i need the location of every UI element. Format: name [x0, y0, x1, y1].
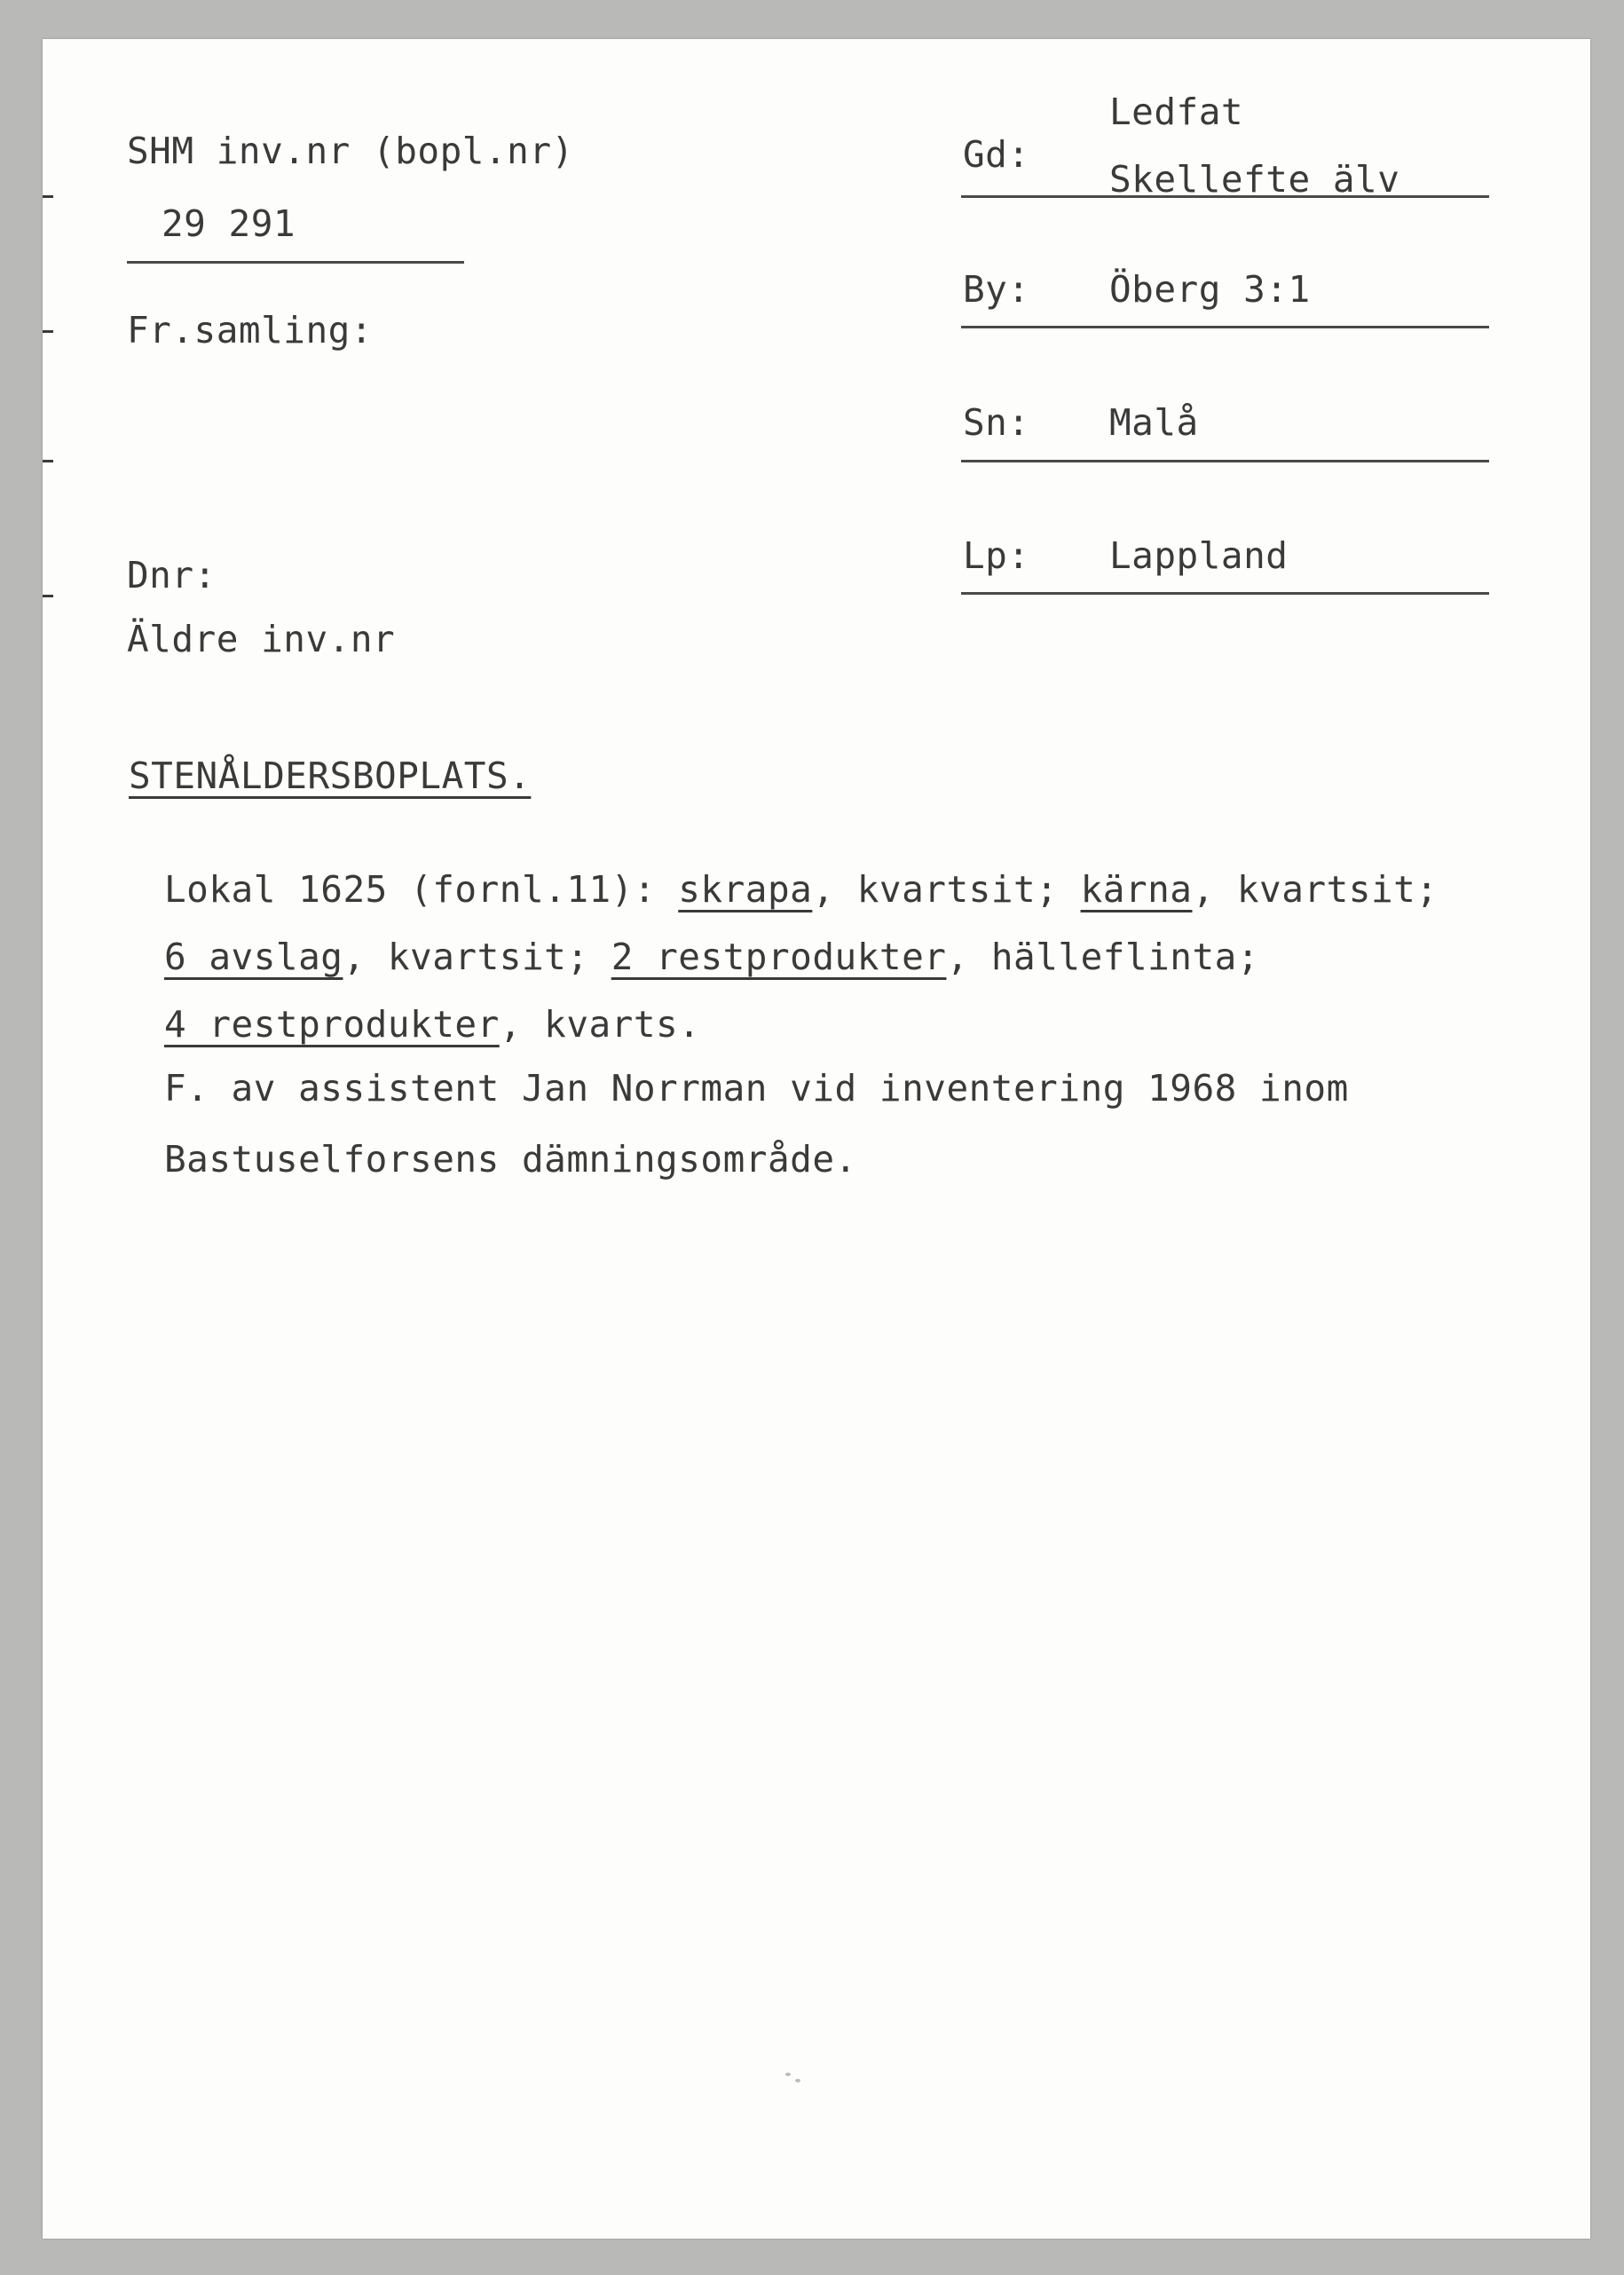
- find-restprodukter: 2 restprodukter: [611, 936, 947, 978]
- find-skrapa: skrapa: [678, 868, 813, 911]
- body-text: , kvarts.: [499, 1003, 701, 1046]
- body-text: Lokal 1625 (fornl.11):: [164, 868, 679, 911]
- by-label: By:: [963, 268, 1030, 311]
- gd-value-2: Skellefte älv: [1109, 158, 1400, 201]
- gd-value-1: Ledfat: [1109, 91, 1244, 133]
- body-text: , kvartsit;: [343, 936, 611, 978]
- edge-mark: [43, 330, 53, 333]
- edge-mark: [43, 195, 53, 198]
- aldre-inv-label: Äldre inv.nr: [127, 618, 396, 660]
- dnr-label: Dnr:: [127, 554, 217, 596]
- find-restprodukter-kvarts: 4 restprodukter: [164, 1003, 500, 1046]
- edge-mark: [43, 460, 53, 462]
- body-line-1: [164, 868, 1439, 911]
- body-text: , hälleflinta;: [946, 936, 1260, 978]
- paper-speck: [795, 2079, 800, 2082]
- body-text: , kvartsit;: [812, 868, 1081, 911]
- find-avslag: 6 avslag: [164, 936, 343, 978]
- sn-value: Malå: [1109, 401, 1199, 444]
- sn-label: Sn:: [963, 401, 1030, 444]
- by-value: Öberg 3:1: [1109, 268, 1311, 311]
- sn-rule: [961, 460, 1489, 462]
- body-line-5: Bastuselforsens dämningsområde.: [164, 1138, 857, 1181]
- edge-mark: [43, 595, 53, 597]
- inv-rule: [127, 261, 464, 264]
- body-text: , kvartsit;: [1192, 868, 1439, 911]
- body-line-2: [164, 936, 1260, 978]
- inv-label: SHM inv.nr (bopl.nr): [127, 130, 574, 172]
- lp-label: Lp:: [963, 534, 1030, 577]
- by-rule: [961, 326, 1489, 328]
- paper-speck: [785, 2073, 791, 2076]
- lp-rule: [961, 592, 1489, 595]
- lp-value: Lappland: [1109, 534, 1289, 577]
- fr-samling-label: Fr.samling:: [127, 309, 374, 352]
- gd-rule: [961, 195, 1489, 198]
- gd-label: Gd:: [963, 133, 1030, 176]
- body-line-4: F. av assistent Jan Norrman vid inventering 1968 inom: [164, 1067, 1349, 1110]
- site-type-heading: STENÅLDERSBOPLATS.: [129, 754, 532, 797]
- body-line-3: [164, 1003, 701, 1046]
- find-karna: kärna: [1080, 868, 1193, 911]
- inv-value: 29 291: [162, 202, 296, 245]
